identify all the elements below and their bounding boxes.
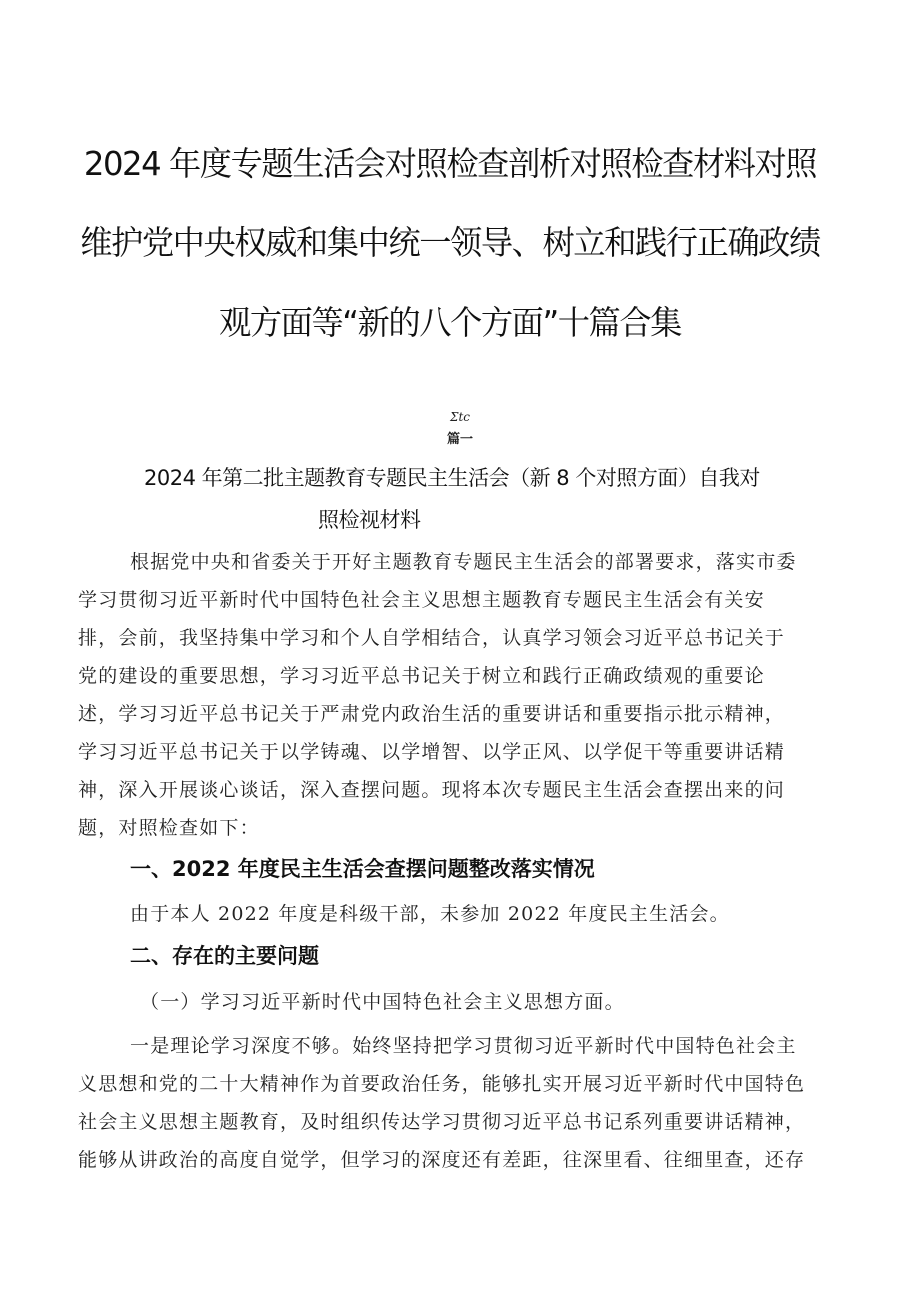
document-title-line-3: 观方面等“新的八个方面”十篇合集 xyxy=(219,303,681,342)
intro-line-4: 党的建设的重要思想，学习习近平总书记关于树立和践行正确政绩观的重要论 xyxy=(78,665,765,687)
subtitle-line-1: 2024 年第二批主题教育专题民主生活会（新 8 个对照方面）自我对 xyxy=(144,466,760,490)
body-line-3: 社会主义思想主题教育，及时组织传达学习贯彻习近平总书记系列重要讲话精神， xyxy=(78,1111,806,1133)
subsection-1-heading: （一）学习习近平新时代中国特色社会主义思想方面。 xyxy=(140,991,625,1013)
section-2-heading: 二、存在的主要问题 xyxy=(130,944,319,968)
document-title-line-1: 2024 年度专题生活会对照检查剖析对照检查材料对照 xyxy=(83,144,817,183)
intro-line-8: 题，对照检查如下： xyxy=(78,817,260,839)
intro-line-3: 排，会前，我坚持集中学习和个人自学相结合，认真学习领会习近平总书记关于 xyxy=(78,627,786,649)
intro-line-6: 学习习近平总书记关于以学铸魂、以学增智、以学正风、以学促干等重要讲话精 xyxy=(78,741,786,763)
body-line-2: 义思想和党的二十大精神作为首要政治任务，能够扎实开展习近平新时代中国特色 xyxy=(78,1073,806,1095)
piece-label: 篇一 xyxy=(446,432,473,447)
intro-line-1: 根据党中央和省委关于开好主题教育专题民主生活会的部署要求，落实市委 xyxy=(130,551,797,573)
body-line-1: 一是理论学习深度不够。始终坚持把学习贯彻习近平新时代中国特色社会主 xyxy=(130,1035,797,1057)
intro-line-5: 述，学习习近平总书记关于严肃党内政治生活的重要讲话和重要指示批示精神， xyxy=(78,703,786,725)
intro-line-2: 学习贯彻习近平新时代中国特色社会主义思想主题教育专题民主生活会有关安 xyxy=(78,589,765,611)
document-title-line-2: 维护党中央权威和集中统一领导、树立和践行正确政绩 xyxy=(80,223,820,262)
section-1-heading: 一、2022 年度民主生活会查摆问题整改落实情况 xyxy=(130,857,595,881)
intro-line-7: 神，深入开展谈心谈话，深入查摆问题。现将本次专题民主生活会查摆出来的问 xyxy=(78,779,786,801)
body-line-4: 能够从讲政治的高度自觉学，但学习的深度还有差距，往深里看、往细里查，还存 xyxy=(78,1149,806,1171)
section-1-text: 由于本人 2022 年度是科级干部，未参加 2022 年度民主生活会。 xyxy=(130,903,730,925)
small-mark: Σtc xyxy=(449,410,471,424)
subtitle-line-2: 照检视材料 xyxy=(318,508,421,532)
